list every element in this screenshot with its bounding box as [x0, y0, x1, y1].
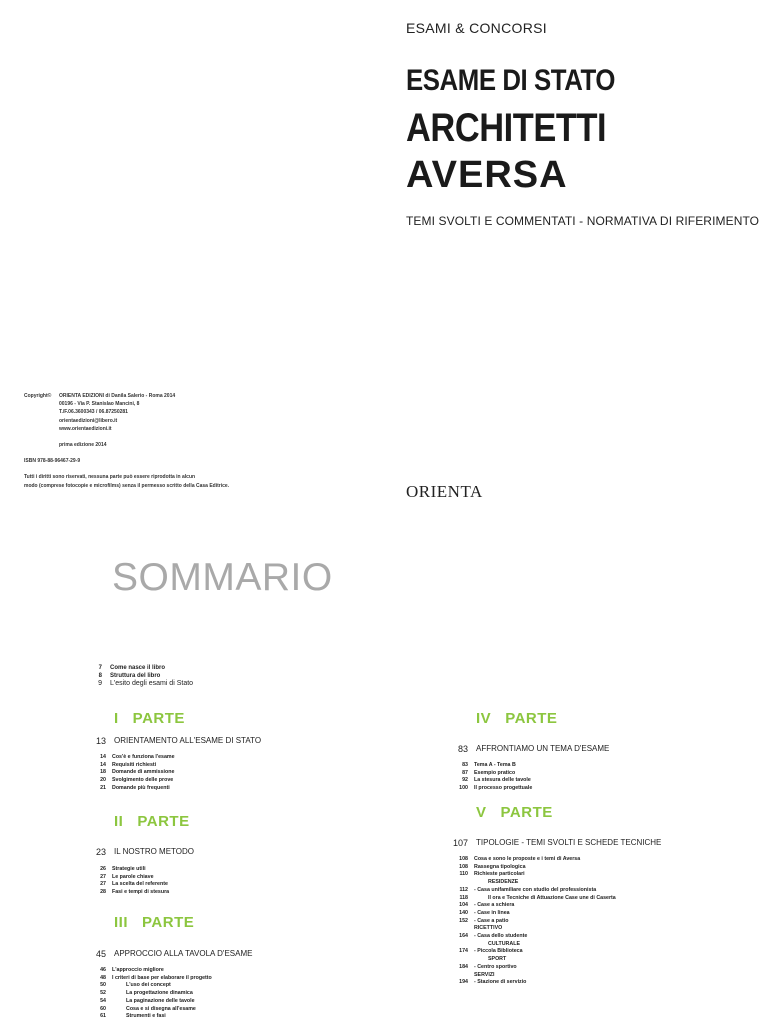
- list-item: 27 Le parole chiave: [100, 873, 154, 880]
- list-item: 104 - Case a schiera: [459, 902, 515, 909]
- copyright-line: ORIENTA EDIZIONI di Danila Salerio - Roma 2014: [59, 393, 176, 399]
- copyright-block: [24, 392, 364, 490]
- list-item: 61 Strumenti e fasi: [100, 1013, 166, 1020]
- list-heading: RESIDENZE: [488, 879, 519, 886]
- title-line-2: ARCHITETTI: [406, 106, 607, 150]
- list-item: 26 Strategie utili: [100, 866, 146, 872]
- list-item: 87 Esempio pratico: [462, 769, 516, 776]
- edition-line: prima edizione 2014: [59, 442, 107, 449]
- chapter-title: 107 TIPOLOGIE - TEMI SVOLTI E SCHEDE TECNICHE: [452, 838, 662, 848]
- list-item: 112 - Casa unifamiliare con studio del professionista: [459, 886, 597, 893]
- list-item: 14 Requisiti richiesti: [100, 761, 157, 768]
- list-item: 100 Il processo progettuale: [459, 785, 533, 792]
- section-list: [448, 856, 616, 987]
- list-item: 28 Fasi e tempi di stesura: [100, 889, 170, 896]
- part-heading: IV PARTE: [476, 710, 558, 727]
- chapter-title: 13 ORIENTAMENTO ALL'ESAME DI STATO: [95, 736, 262, 746]
- list-item: 8 Struttura del libro: [98, 672, 161, 679]
- list-item: 184 - Centro sportivo: [459, 963, 517, 970]
- sommario-heading: SOMMARIO: [112, 556, 333, 599]
- list-item: 52 La progettazione dinamica: [100, 990, 193, 997]
- list-item: 194 - Stazione di servizio: [459, 979, 527, 986]
- list-heading: SPORT: [488, 956, 507, 963]
- list-item: 21 Domande più frequenti: [100, 784, 170, 791]
- title-line-1: ESAME DI STATO: [406, 64, 616, 97]
- copyright-line: www.orientaedizioni.it: [59, 425, 112, 432]
- rights-line: Tutti i diritti sono riservati, nessuna parte può essere riprodotta in alcun: [24, 474, 196, 481]
- chapter-title: 23 IL NOSTRO METODO: [95, 847, 195, 857]
- copyright-label: Copyright©: [24, 393, 52, 399]
- list-item: 152 - Case a patio: [459, 917, 509, 924]
- section-list: [86, 754, 175, 793]
- section-list: [86, 866, 169, 897]
- intro-list: [86, 665, 193, 688]
- rights-line: modo (comprese fotocopie e microfilms) senza il permesso scritto della Casa Editrice.: [24, 482, 230, 489]
- list-item: 14 Cos'è e funziona l'esame: [100, 754, 175, 760]
- publisher-logo: ORIENTA: [406, 482, 483, 501]
- list-item: 92 La stesura delle tavole: [462, 777, 531, 784]
- chapter-title: 83 AFFRONTIAMO UN TEMA D'ESAME: [457, 744, 610, 754]
- list-item: 18 Domande di ammissione: [100, 769, 175, 776]
- list-item: 50 L'uso dei concept: [100, 982, 171, 989]
- list-item: 20 Svolgimento delle prove: [100, 777, 174, 784]
- series-label: ESAMI & CONCORSI: [406, 20, 547, 36]
- list-item: 110 Richieste particolari: [459, 871, 525, 878]
- part-heading: III PARTE: [114, 914, 195, 931]
- section-list: [86, 967, 212, 1021]
- list-item: 83 Tema A - Tema B: [462, 762, 516, 768]
- list-item: 164 - Casa dello studente: [459, 933, 528, 940]
- copyright-line: T./F.06.3600343 / 06.87250281: [59, 409, 128, 416]
- list-item: 9 L'esito degli esami di Stato: [98, 680, 194, 688]
- title-line-3: AVERSA: [406, 154, 568, 196]
- list-item: 54 La paginazione delle tavole: [100, 997, 195, 1004]
- isbn: ISBN 978-88-96467-29-9: [24, 458, 81, 465]
- subtitle: TEMI SVOLTI E COMMENTATI - NORMATIVA DI RIFERIMENTO: [406, 214, 760, 228]
- list-heading: SERVIZI: [474, 971, 495, 978]
- part-heading: V PARTE: [476, 804, 553, 821]
- list-heading: RICETTIVO: [474, 925, 503, 932]
- part-heading: I PARTE: [114, 710, 185, 727]
- chapter-title: 45 APPROCCIO ALLA TAVOLA D'ESAME: [95, 949, 253, 959]
- list-item: 7 Come nasce il libro: [98, 665, 166, 671]
- list-item: 140 - Case in linea: [459, 909, 510, 916]
- copyright-line: 00196 - Via P. Stanislao Mancini, 8: [59, 401, 140, 408]
- list-item: 108 Rassegna tipologica: [459, 863, 526, 870]
- section-list: [448, 762, 532, 793]
- list-item: 60 Cosa e si disegna all'esame: [100, 1005, 196, 1012]
- list-item: 27 La scelta del referente: [100, 881, 168, 888]
- list-item: 46 L'approccio migliore: [100, 967, 164, 973]
- copyright-line: orientaedizioni@libero.it: [59, 417, 118, 424]
- list-item: 118 Il ora e Tecniche di Attuazione Case une di Caserta: [459, 894, 616, 901]
- list-item: 174 - Piccola Biblioteca: [459, 948, 523, 955]
- list-item: 48 I criteri di base per elaborare il progetto: [100, 974, 212, 981]
- list-item: 108 Cosa e sono le proposte e i temi di Aversa: [459, 856, 581, 862]
- part-heading: II PARTE: [114, 813, 190, 830]
- list-heading: CULTURALE: [488, 940, 520, 947]
